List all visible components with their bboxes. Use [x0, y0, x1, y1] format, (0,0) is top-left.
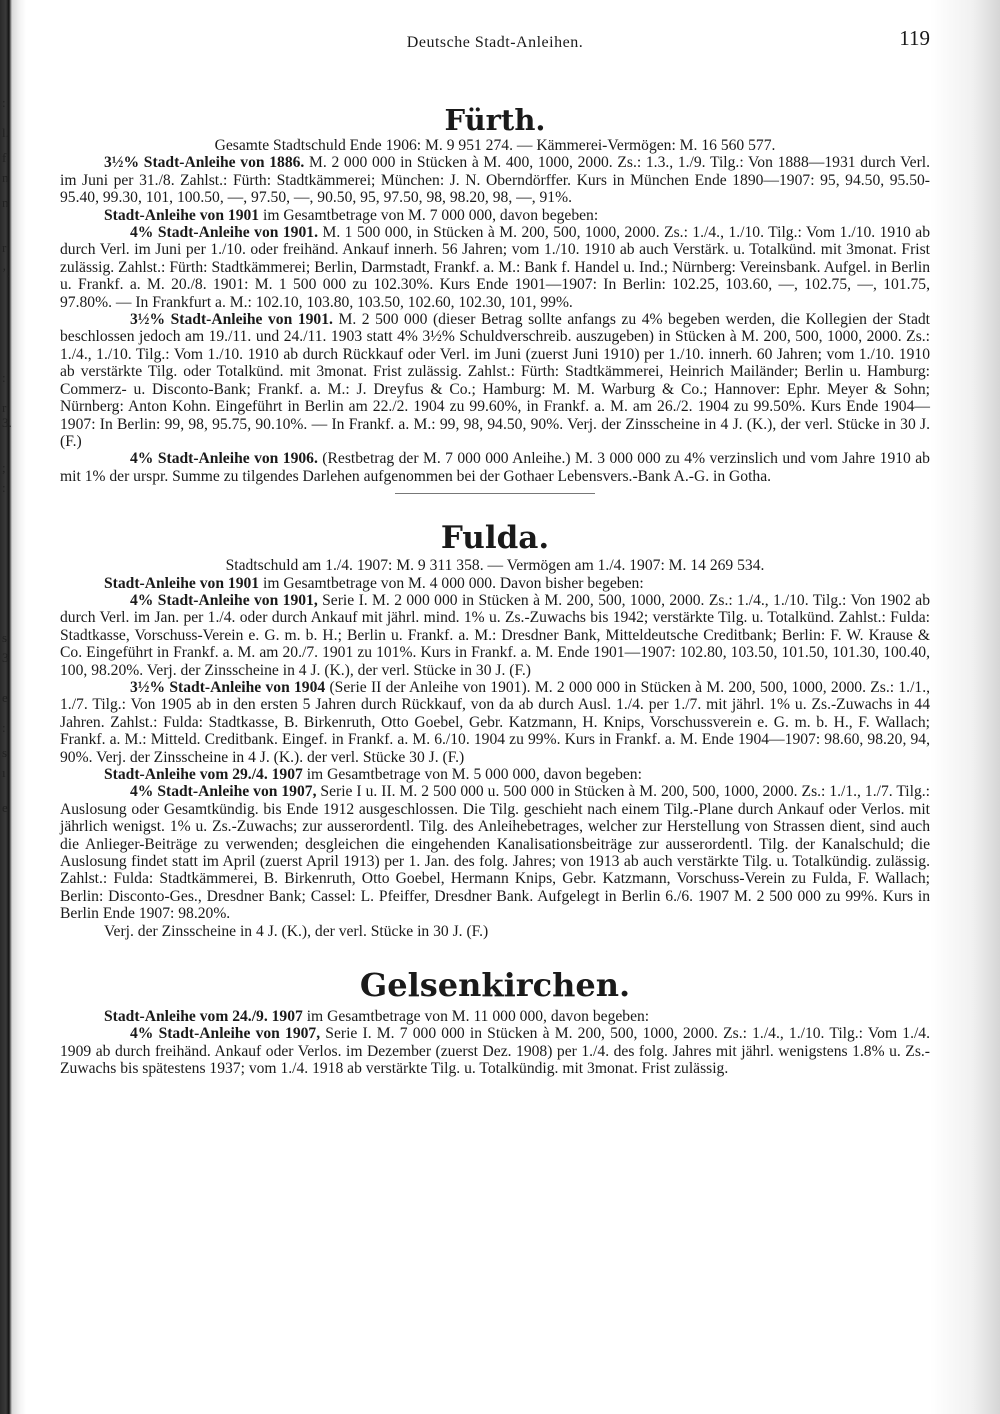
gutter-mark: r — [2, 400, 7, 415]
gutter-marks — [0, 0, 26, 1414]
gutter-mark: : — [2, 480, 6, 495]
entry-title: Stadt-Anleihe vom 24./9. 1907 — [104, 1008, 303, 1026]
entry-title: Stadt-Anleihe von 1901 — [104, 206, 260, 224]
furth-entry-1901-4pct — [60, 224, 930, 311]
entry-title: 4% Stadt-Anleihe von 1901, — [130, 591, 318, 609]
entry-title: Stadt-Anleihe von 1901 — [104, 574, 260, 592]
fulda-entry-1901-4pct — [60, 592, 930, 679]
furth-entry-1901-total — [60, 207, 930, 224]
fulda-entry-1904 — [60, 679, 930, 766]
gutter-mark: e — [2, 690, 8, 705]
running-head-title: Deutsche Stadt-Anleihen. — [406, 34, 584, 51]
entry-text: M. 1 500 000, in Stücken à M. 200, 500, 1000, 2000. Zs.: 1./4., 1./10. Tilg.: Vom 1./10. 1910 ab durch Verl. im Juni per 1./10. oder freihänd. Ankauf innerh. 56 Jahren; vom 1./10. 1910 ab auch Verstärk. u. Totalkünd. mit 3monat. Frist zulässig. Zahlst.: Fürth: Stadtkämmerei; Berlin, Darmstadt, Frankf. a. M.: Bank f. Handel u. Ind.; Nürnberg: Vereinsbank. Aufgel. in Berlin u. Frankf. a. M. 20./8. 1901: M. 1 500 000 zu 102.30%. Kurs Ende 1901—1907: In Berlin: 102.25, 103.60, —, 102.75, —, 101.75, 97.80%. — In Frankfurt a. M.: 102.10, 103.80, 103.50, 102.60, 102.30, 101, 99%. — [60, 224, 931, 311]
gutter-mark: : — [2, 720, 6, 735]
fulda-entry-1901-total — [60, 575, 930, 592]
gutter-mark: 3 — [2, 650, 9, 665]
entry-title: Stadt-Anleihe vom 29./4. 1907 — [104, 766, 303, 783]
furth-summary: Gesamte Stadtschuld Ende 1906: M. 9 951 274. — Kämmerei-Vermögen: M. 16 560 577. — [214, 137, 776, 154]
gutter-mark: : — [2, 370, 6, 385]
fulda-entry-1907-total — [60, 766, 930, 783]
section-divider — [395, 493, 595, 494]
entry-text: Serie I. M. 7 000 000 in Stücken à M. 200, 500, 1000, 2000. Zs.: 1./4., 1./10. Tilg.: Vom 1./4. 1909 ab durch freihänd. Ankauf oder Verlos. im Dezember (zuerst Dez. 1908) per 1./4. des folg. Jahres mit jährl. wenigstens 1.8% u. Zs.-Zuwachs bis spätestens 1937; vom 1./4. 1918 ab verstärkte Tilg. u. Totalkündig. mit 3monat. Frist zulässig. — [60, 1025, 930, 1078]
page-edge-shadow — [930, 0, 1000, 1414]
entry-title: 4% Stadt-Anleihe von 1901. — [130, 224, 318, 242]
gutter-mark: f — [2, 150, 7, 165]
entry-text: (Serie II der Anleihe von 1901). M. 2 000 000 in Stücken à M. 200, 500, 1000, 2000. Zs.: 1./1., 1./7. Tilg.: Von 1905 ab in den ersten 5 Jahren durch Rückkauf, von da ab durch Ausl. 1./4. per 1./7. mit jährl. 1% u. Zs.-Zuwachs in 44 Jahren. Zahlst.: Fulda: Stadtkasse, B. Birkenruth, Otto Goebel, Gebr. Katzmann, H. Knips, Vorschussverein e. G. m. b. H., F. Wallach; Frankf. a. M.: Mitteld. Creditbank. Eingef. in Frankf. a. M. 6./10. 1904 zu 99%. Kurs in Frankf. a. M. Ende 1904—1907: 98.60, 98.20, 94, 90%. Verj. der Zinsscheine in 4 J. (K.). der verl. Stücke 30 J. (F.) — [60, 678, 930, 766]
section-heading-fulda: Fulda. — [440, 520, 550, 557]
gutter-mark: ı — [2, 765, 6, 780]
entry-title: 3½% Stadt-Anleihe von 1901. — [130, 311, 333, 329]
gelsenkirchen-entry-1907-total — [60, 1008, 930, 1025]
running-head — [60, 26, 930, 60]
entry-text: M. 2 500 000 (dieser Betrag sollte anfangs zu 4% begeben werden, die Kollegien der Stadt beschlossen jedoch am 19./11. und 24./11. 1903 statt 4% 3½% Schuldverschreib. auszugeben) in Stücken à M. 200, 500, 1000, 2000. Zs.: 1./4., 1./10. Tilg.: Vom 1./10. 1910 ab durch Rückkauf oder Verl. im Juni (zuerst Juni 1910) per 1./10. innerh. 60 Jahren; vom 1./10. 1910 ab verstärkte Tilg. oder Totalkünd. mit 3monat. Frist zulässig. Zahlst.: Fürth: Stadtkämmerei, Heinrich Mailänder; Berlin u. Hamburg: Commerz- u. Disconto-Bank; Frankf. a. M.: J. Dreyfus & Co.; Hamburg: M. M. Warburg & Co.; Hannover: Ephr. Meyer & Sohn; Nürnberg: Anton Kohn. Eingeführt in Berlin am 22./2. 1904 zu 99.60%, in Frankf. a. M. am 26./2. 1904 zu 99.50%. Kurs Ende 1904—1907: In Berlin: 99, 98, 95.75, 90.10%. — In Frankf. a. M.: 99, 98, 94.50, 90%. Verj. der Zinsscheine in 4 J. (K.), der verl. Stücke in 30 J. (F.) — [60, 311, 931, 450]
entry-title: 4% Stadt-Anleihe von 1907, — [130, 1025, 321, 1043]
gutter-mark: n — [2, 195, 9, 210]
fulda-summary: Stadtschuld am 1./4. 1907: M. 9 311 358. — Vermögen am 1./4. 1907: M. 14 269 534. — [225, 557, 765, 575]
gutter-mark: ’. — [2, 265, 10, 280]
entry-text: im Gesamtbetrage von M. 11 000 000, davon begeben: — [302, 1008, 650, 1026]
page-number: 119 — [899, 26, 930, 50]
gutter-mark: 3. — [2, 415, 12, 430]
entry-text: M. 2 000 000 in Stücken à M. 400, 1000, 2000. Zs.: 1.3., 1./9. Tilg.: Von 1888—1931 durch Verl. im Juni per 31./8. Zahlst.: Fürth: Stadtkämmerei; München: J. N. Oberndörffer. Kurs in München Ende 1890—1907: 95, 94.50, 95.50-95.40, 99.30, 101, 100.50, —, 97.50, —, 90.50, 95, 97.50, 98, 98.20, 98, —, 91%. — [60, 154, 931, 207]
fulda-entry-1907-4pct — [60, 783, 930, 922]
entry-title: 3½% Stadt-Anleihe von 1886. — [104, 154, 305, 172]
entry-text: im Gesamtbetrage von M. 5 000 000, davon begeben: — [302, 766, 642, 783]
entry-text: Serie I. M. 2 000 000 in Stücken à M. 200, 500, 1000, 2000. Zs.: 1./4., 1./10. Tilg.: Von 1902 ab durch Verl. im Jan. per 1./4. oder durch Ankauf mit jährl. mind. 1% u. Zs.-Zuwachs bis 1942; verstärkte Tilg. u. Totalkünd. Zahlst.: Fulda: Stadtkasse, Vorschuss-Verein e. G. m. b. H.; Berlin u. Frankf. a. M.: Dresdner Bank, Mitteldeutsche Creditbank; Berlin: F. W. Krause & Co. Eingeführt in Frankf. a. M. am 20./7. 1901 zu 101%. Kurs in Frankf. a. M. Ende 1901—1907: 102.80, 103.50, 101.50, 101.30, 100.40, 100, 98.20%. Verj. der Zinsscheine in 4 J. (K.), der verl. Stücke in 30 J. (F.) — [60, 591, 930, 679]
gutter-mark: s — [2, 630, 8, 645]
gutter-mark: n — [2, 170, 9, 185]
gutter-mark: r — [2, 240, 7, 255]
furth-entry-1901-3half — [60, 311, 930, 450]
section-heading-gelsenkirchen: Gelsenkirchen. — [359, 966, 631, 1005]
gutter-mark: ; — [2, 460, 6, 475]
gutter-mark: s — [2, 745, 8, 760]
entry-title: 3½% Stadt-Anleihe von 1904 — [130, 678, 326, 696]
gutter-mark: l. — [2, 125, 9, 140]
gutter-mark: : — [2, 95, 6, 110]
page — [60, 26, 931, 1078]
fulda-verjaehrung: Verj. der Zinsscheine in 4 J. (K.), der verl. Stücke in 30 J. (F.) — [104, 922, 489, 940]
entry-text: Serie I u. II. M. 2 500 000 u. 500 000 in Stücken à M. 200, 500, 1000, 2000. Zs.: 1./1., 1./7. Tilg.: Auslosung oder Gesamtkündig. bis Ende 1912 ausgeschlossen. Die Tilg. geschieht nach einem Tilg.-Plane durch Ankauf oder Verlos. mit jährlich wenigst. 1% u. Zs.-Zuwachs; zur ausserordentl. Tilg. des Anleihebetrages, welcher zur Herstellung von Strassen dient, sind auch die Anlieger-Beiträge zu verwenden; desgleichen die eingehenden Kanalisationsbeiträge zur ausserordentl. Tilg. der Kanalschuld; die Auslosung findet statt im April (zuerst April 1913) per 1. Jan. des folg. Jahres; von 1913 ab auch verstärkte Tilg. u. Totalkündig. zulässig. Zahlst.: Fulda: Stadtkämmerei, B. Birkenruth, Otto Goebel, Hermann Knips, Gebr. Katzmann, Vorschuss-Verein zu Fulda, F. Wallach; Berlin: Disconto-Ges., Dresdner Bank; Cassel: L. Pfeiffer, Dresdner Bank. Aufgelegt in Berlin 6./6. 1907 M. 2 500 000 zu 99%. Kurs in Berlin Ende 1907: 98.20%. — [60, 783, 930, 923]
gelsenkirchen-entry-1907-4pct — [60, 1025, 930, 1077]
entry-text: im Gesamtbetrage von M. 7 000 000, davon begeben: — [259, 206, 599, 224]
entry-text: (Restbetrag der M. 7 000 000 Anleihe.) M. 3 000 000 zu 4% verzinslich und vom Jahre 1910 ab mit 1% der urspr. Summe zu tilgendes Darlehen aufgenommen bei der Gothaer Lebensvers.-Bank A.-G. in Gotha. — [60, 450, 930, 485]
section-heading-furth: Fürth. — [444, 103, 546, 137]
entry-text: im Gesamtbetrage von M. 4 000 000. Davon bisher begeben: — [259, 574, 644, 592]
gutter-mark: e — [2, 800, 8, 815]
furth-entry-1886 — [60, 154, 930, 206]
furth-entry-1906 — [60, 450, 930, 485]
entry-title: 4% Stadt-Anleihe von 1906. — [130, 450, 318, 468]
entry-title: 4% Stadt-Anleihe von 1907, — [130, 783, 317, 801]
